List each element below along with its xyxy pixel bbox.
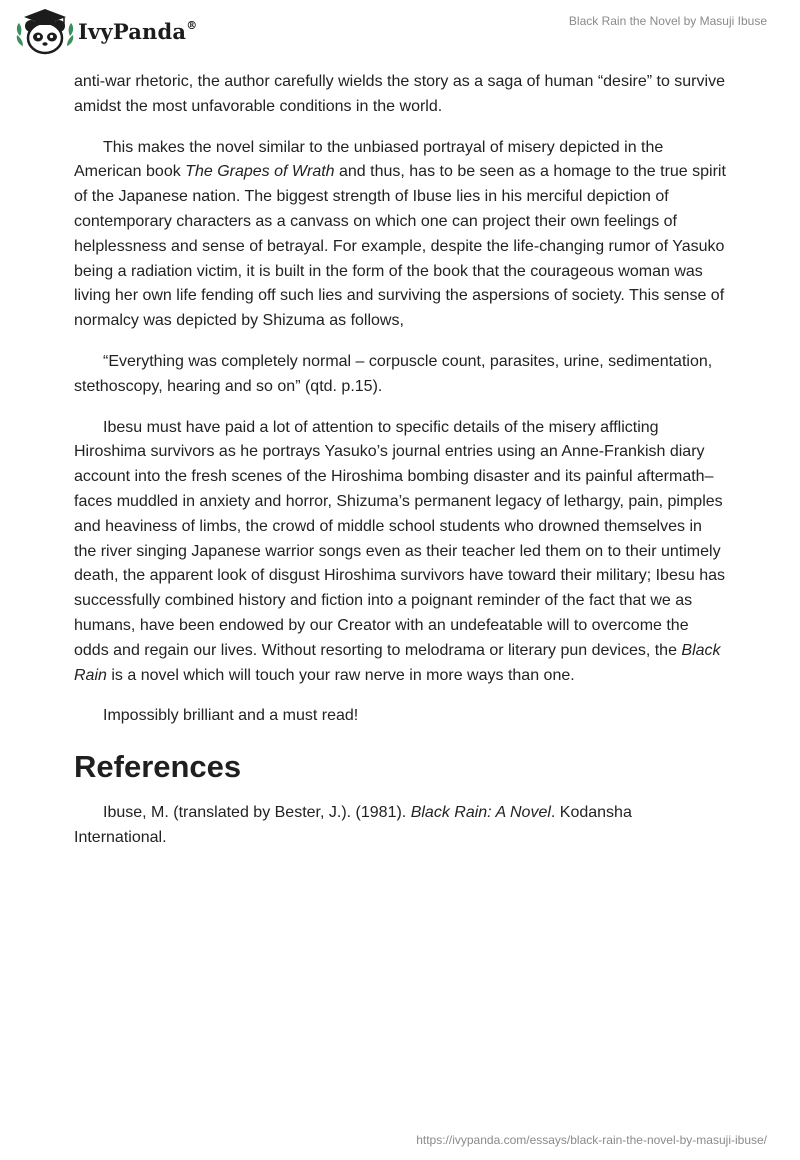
source-url[interactable]: https://ivypanda.com/essays/black-rain-the-novel-by-masuji-ibuse/ bbox=[416, 1133, 767, 1147]
document-title: Black Rain the Novel by Masuji Ibuse bbox=[568, 14, 767, 28]
article-body bbox=[74, 70, 726, 867]
book-title-grapes-of-wrath: The Grapes of Wrath bbox=[185, 163, 335, 181]
paragraph-1: anti-war rhetoric, the author carefully wields the story as a saga of human “desire” to survive amidst the most unfavorable conditions in the world. bbox=[74, 73, 725, 115]
panda-logo-icon[interactable] bbox=[14, 6, 76, 56]
paragraph-4: Ibesu must have paid a lot of attention to specific details of the misery afflicting Hiroshima survivors as he portrays Yasuko’s journal entries using an Anne-Frankish diary account into the fresh scenes of the Hiroshima bombing disaster and its painful aftermath– faces muddled in anxiety and horror, Shizuma’s permanent legacy of lethargy, pain, pimples and heaviness of limbs, the crowd of middle school students who drowned themselves in the river singing Japanese warrior songs even as their teacher led them on to their untimely death, the apparent look of disgust Hiroshima survivors have toward their military; Ibesu has successfully combined history and fiction into a poignant reminder of the fact that we as humans, have been endowed by our Creator with an undefeatable will to overcome the odds and regain our lives. Without resorting to melodrama or literary pun devices, the Black Rain is a novel which will touch your raw nerve in more ways than one. bbox=[74, 418, 725, 684]
references-heading: References bbox=[74, 749, 242, 785]
reference-book-title: Black Rain: A Novel bbox=[410, 804, 551, 822]
reference-entry: Ibuse, M. (translated by Bester, J.). (1981). Black Rain: A Novel. Kodansha International. bbox=[74, 804, 632, 846]
brand-name[interactable]: IvyPanda® bbox=[78, 19, 198, 44]
quote-paragraph: “Everything was completely normal – corpuscle count, parasites, urine, sedimentation, stethoscopy, hearing and so on” (qtd. p.15). bbox=[74, 352, 713, 395]
page-header bbox=[0, 0, 800, 60]
book-title-black-rain: Black Rain bbox=[74, 641, 721, 684]
paragraph-2: This makes the novel similar to the unbiased portrayal of misery depicted in the American book The Grapes of Wrath and thus, has to be seen as a homage to the true spirit of the Japanese nation. The biggest strength of Ibuse lies in his merciful depiction of contemporary characters as a canvass on which one can project their own feelings of helplessness and sense of betrayal. For example, despite the life-changing rumor of Yasuko being a radiation victim, it is built in the form of the book that the courageous woman was living her own life fending off such lies and surviving the aspersions of society. This sense of normalcy was depicted by Shizuma as follows, bbox=[74, 138, 726, 330]
paragraph-5: Impossibly brilliant and a must read! bbox=[103, 707, 359, 725]
